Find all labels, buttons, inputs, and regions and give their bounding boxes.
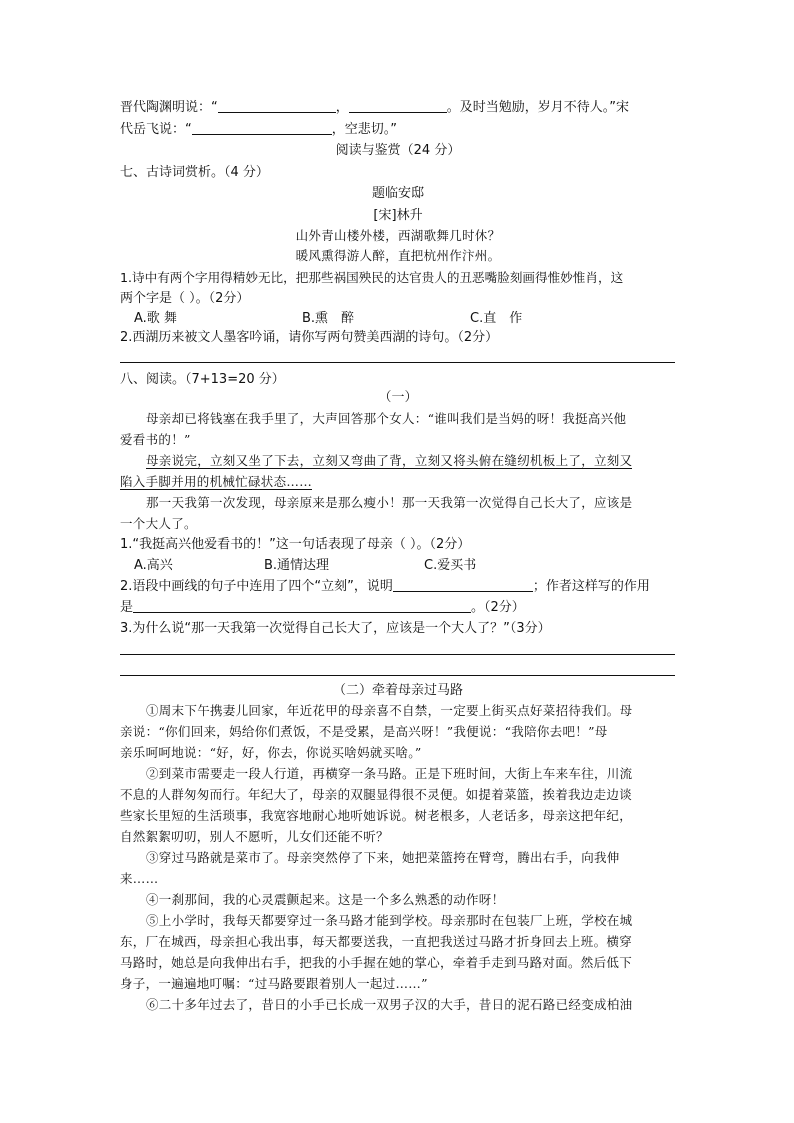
recite-line-1 xyxy=(120,98,676,118)
passage-line: 自然絮絮叨叨，别人不愿听，儿女们还能不听？ xyxy=(120,829,389,844)
recite-line-2 xyxy=(120,120,676,140)
passage-line: 亲乐呵呵地说：“好，好，你去，你说买啥妈就买啥。” xyxy=(120,745,422,760)
option-b[interactable]: B.熏 醉 xyxy=(302,311,355,326)
fill-blank[interactable] xyxy=(192,120,332,135)
fill-blank[interactable] xyxy=(133,598,471,613)
q7-options xyxy=(120,309,676,329)
passage-line: 母亲却已将钱塞在我手里了，大声回答那个女人：“谁叫我们是当妈的呀！我挺高兴他 xyxy=(146,411,627,426)
option-a[interactable]: A.高兴 xyxy=(134,558,173,573)
q8-question-2 xyxy=(120,577,676,597)
part-1-title: （一） xyxy=(378,390,418,405)
poem-title: 题临安邸 xyxy=(371,186,424,201)
poem-line: 暖风熏得游人醉，直把杭州作汴州。 xyxy=(295,248,501,263)
passage-line: 爱看书的！” xyxy=(120,432,191,447)
passage-line: 身子，一遍遍地叮嘱：“过马路要跟着别人一起过……” xyxy=(120,976,428,991)
section-header: 阅读与鉴赏（24 分） xyxy=(335,143,461,158)
q7-question-1-cont: 两个字是（ ）。（2分） xyxy=(120,291,250,306)
passage-line: ④一刹那间，我的心灵震颤起来。这是一个多么熟悉的动作呀！ xyxy=(146,892,505,907)
q8-question-3: 3.为什么说“那一天我第一次觉得自己长大了，应该是一个大人了？”（3分） xyxy=(120,621,551,636)
question-text: 。（2分） xyxy=(471,600,525,615)
passage-line: ⑥二十多年过去了，昔日的小手已长成一双男子汉的大手，昔日的泥石路已经变成柏油 xyxy=(146,997,633,1012)
question-text: 是 xyxy=(120,600,134,615)
answer-line[interactable] xyxy=(120,675,675,676)
part-2-title: （二）牵着母亲过马路 xyxy=(332,683,463,698)
passage-line: 那一天我第一次发现，母亲原来是那么瘦小！那一天我第一次觉得自己长大了，应该是 xyxy=(146,495,633,510)
fill-blank[interactable] xyxy=(393,577,533,592)
passage-line: ②到菜市需要走一段人行道，再横穿一条马路。正是下班时间，大街上车来车往，川流 xyxy=(146,766,633,781)
passage-line: 东，厂在城西，母亲担心我出事，每天都要送我，一直把我送过马路才折身回去上班。横穿 xyxy=(120,934,633,949)
passage-line: ⑤上小学时，我每天都要穿过一条马路才能到学校。母亲那时在包装厂上班，学校在城 xyxy=(146,913,633,928)
underlined-passage-line xyxy=(120,472,676,492)
option-c[interactable]: C.爱买书 xyxy=(424,558,477,573)
underlined-text: 母亲说完，立刻又坐了下去，立刻又弯曲了背，立刻又将头俯在缝纫机板上了，立刻又 xyxy=(146,453,633,468)
q7-question-1: 1.诗中有两个字用得精妙无比，把那些祸国殃民的达官贵人的丑恶嘴脸刻画得惟妙惟肖，这 xyxy=(120,270,624,285)
passage-line: ①周末下午携妻儿回家，年近花甲的母亲喜不自禁，一定要上街买点好菜招待我们。母 xyxy=(146,703,633,718)
question-text: 2.语段中画线的句子中连用了四个“立刻”，说明 xyxy=(120,579,393,594)
passage-line: 马路时，她总是向我伸出右手，把我的小手握在她的掌心，牵着手走到马路对面。然后低下 xyxy=(120,955,633,970)
q7-question-2: 2.西湖历来被文人墨客吟诵，请你写两句赞美西湖的诗句。（2分） xyxy=(120,330,499,345)
passage-line: 亲说：“你们回来，妈给你们煮饭，不是受累，是高兴呀！”我便说：“我陪你去吧！”母 xyxy=(120,724,608,739)
poem-line: 山外青山楼外楼，西湖歌舞几时休？ xyxy=(295,228,501,243)
poem-author: [宋]林升 xyxy=(373,208,423,223)
passage-line: 不息的人群匆匆而行。年纪大了，母亲的双腿显得很不灵便。如提着菜篮，挨着我边走边谈 xyxy=(120,787,633,802)
fill-blank[interactable] xyxy=(349,98,447,113)
question-text: ；作者这样写的作用 xyxy=(532,579,650,594)
q8-options xyxy=(120,556,676,576)
passage-line: ③穿过马路就是菜市了。母亲突然停了下来，她把菜篮挎在臂弯，腾出右手，向我伸 xyxy=(146,850,620,865)
passage-line: 来…… xyxy=(120,871,159,886)
passage-line: 一个大人了。 xyxy=(120,516,197,531)
recite-text: 晋代陶渊明说：“ xyxy=(120,100,218,115)
option-a[interactable]: A.歌 舞 xyxy=(134,311,177,326)
recite-text: ， xyxy=(335,100,349,115)
q8-question-2-cont xyxy=(120,598,676,618)
option-b[interactable]: B.通情达理 xyxy=(264,558,330,573)
option-c[interactable]: C.直 作 xyxy=(470,311,523,326)
recite-text: 代岳飞说：“ xyxy=(120,122,192,137)
underlined-passage-line xyxy=(120,451,676,471)
underlined-text: 陷入手脚并用的机械忙碌状态…… xyxy=(120,474,313,489)
q8-question-1: 1.“我挺高兴他爱看书的！”这一句话表现了母亲（ ）。（2分） xyxy=(120,537,471,552)
recite-text: ，空悲切。” xyxy=(331,122,397,137)
answer-line[interactable] xyxy=(120,654,675,655)
answer-line[interactable] xyxy=(120,362,675,363)
q7-title: 七、古诗词赏析。（4 分） xyxy=(120,165,269,180)
recite-text: 。及时当勉励，岁月不待人。”宋 xyxy=(446,100,630,115)
fill-blank[interactable] xyxy=(218,98,336,113)
q8-title: 八、阅读。（7+13=20 分） xyxy=(120,372,285,387)
passage-line: 些家长里短的生活琐事，我宽容地耐心地听她诉说。树老根多，人老话多，母亲这把年纪， xyxy=(120,808,633,823)
